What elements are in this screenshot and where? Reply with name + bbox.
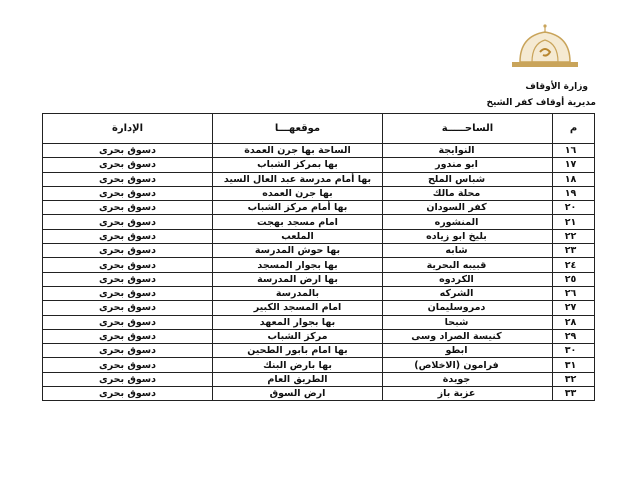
- table-row: [43, 387, 595, 401]
- table-row: [43, 358, 595, 372]
- directorate-title: مديرية أوقاف كفر الشيخ: [486, 98, 596, 108]
- table-row: [43, 286, 595, 300]
- square-location: بها بجوار المسجد: [213, 258, 383, 272]
- square-name: الكردوه: [383, 272, 553, 286]
- column-header-number: م: [553, 114, 595, 144]
- square-location: بها بجوار المعهد: [213, 315, 383, 329]
- row-number: ٢٥: [553, 272, 595, 286]
- administration: دسوق بحرى: [43, 387, 213, 401]
- awqaf-logo-icon: [502, 22, 588, 72]
- table-row: [43, 329, 595, 343]
- table-header-row: [43, 114, 595, 144]
- table-row: [43, 244, 595, 258]
- row-number: ٢٩: [553, 329, 595, 343]
- administration: دسوق بحرى: [43, 344, 213, 358]
- square-location: بها حوش المدرسة: [213, 244, 383, 258]
- administration: دسوق بحرى: [43, 186, 213, 200]
- square-location: امام المسجد الكبير: [213, 301, 383, 315]
- row-number: ٢٣: [553, 244, 595, 258]
- square-location: بها أمام مدرسة عبد العال السيد: [213, 172, 383, 186]
- row-number: ٣٣: [553, 387, 595, 401]
- administration: دسوق بحرى: [43, 272, 213, 286]
- row-number: ١٦: [553, 144, 595, 158]
- square-name: ابو مندور: [383, 158, 553, 172]
- square-location: بها جرن العمده: [213, 186, 383, 200]
- table-row: [43, 144, 595, 158]
- administration: دسوق بحرى: [43, 172, 213, 186]
- row-number: ٢٨: [553, 315, 595, 329]
- square-name: شباس الملح: [383, 172, 553, 186]
- administration: دسوق بحرى: [43, 258, 213, 272]
- square-location: الطريق العام: [213, 372, 383, 386]
- square-name: قبيبه البحرية: [383, 258, 553, 272]
- square-name: ابطو: [383, 344, 553, 358]
- row-number: ٢٧: [553, 301, 595, 315]
- table-row: [43, 186, 595, 200]
- table-row: [43, 158, 595, 172]
- column-header-location: موقعهـــا: [213, 114, 383, 144]
- square-location: بها ارض المدرسة: [213, 272, 383, 286]
- square-location: بها امام بابور الطحين: [213, 344, 383, 358]
- row-number: ٢٢: [553, 229, 595, 243]
- row-number: ١٩: [553, 186, 595, 200]
- administration: دسوق بحرى: [43, 229, 213, 243]
- administration: دسوق بحرى: [43, 315, 213, 329]
- table-row: [43, 201, 595, 215]
- row-number: ٣٢: [553, 372, 595, 386]
- table-row: [43, 372, 595, 386]
- squares-table: [42, 113, 595, 401]
- table-row: [43, 215, 595, 229]
- table-row: [43, 172, 595, 186]
- administration: دسوق بحرى: [43, 158, 213, 172]
- row-number: ٢٤: [553, 258, 595, 272]
- row-number: ٣١: [553, 358, 595, 372]
- square-name: كفر السودان: [383, 201, 553, 215]
- row-number: ٢٠: [553, 201, 595, 215]
- administration: دسوق بحرى: [43, 329, 213, 343]
- square-name: دمروسليمان: [383, 301, 553, 315]
- square-name: فرامون (الاخلاص): [383, 358, 553, 372]
- column-header-administration: الإدارة: [43, 114, 213, 144]
- administration: دسوق بحرى: [43, 144, 213, 158]
- square-location: بها بمركز الشباب: [213, 158, 383, 172]
- square-location: مركز الشباب: [213, 329, 383, 343]
- administration: دسوق بحرى: [43, 286, 213, 300]
- row-number: ٢٦: [553, 286, 595, 300]
- table-row: [43, 272, 595, 286]
- administration: دسوق بحرى: [43, 201, 213, 215]
- row-number: ١٨: [553, 172, 595, 186]
- administration: دسوق بحرى: [43, 301, 213, 315]
- square-name: محلة مالك: [383, 186, 553, 200]
- square-location: امام مسجد بهجت: [213, 215, 383, 229]
- table-row: [43, 258, 595, 272]
- square-name: الشركه: [383, 286, 553, 300]
- square-location: بها أمام مركز الشباب: [213, 201, 383, 215]
- square-location: الساحة بها جرن العمدة: [213, 144, 383, 158]
- ministry-title: وزارة الأوقاف: [525, 82, 588, 92]
- square-location: بالمدرسة: [213, 286, 383, 300]
- square-name: كنيسة الصراد وسى: [383, 329, 553, 343]
- table-row: [43, 301, 595, 315]
- administration: دسوق بحرى: [43, 372, 213, 386]
- square-name: بليخ ابو زياده: [383, 229, 553, 243]
- administration: دسوق بحرى: [43, 244, 213, 258]
- square-location: الملعب: [213, 229, 383, 243]
- square-name: جويدة: [383, 372, 553, 386]
- table-row: [43, 229, 595, 243]
- square-name: النوايجة: [383, 144, 553, 158]
- row-number: ١٧: [553, 158, 595, 172]
- row-number: ٢١: [553, 215, 595, 229]
- administration: دسوق بحرى: [43, 215, 213, 229]
- administration: دسوق بحرى: [43, 358, 213, 372]
- table-row: [43, 344, 595, 358]
- square-name: شابه: [383, 244, 553, 258]
- square-location: ارض السوق: [213, 387, 383, 401]
- column-header-square: الساحـــــة: [383, 114, 553, 144]
- table-row: [43, 315, 595, 329]
- square-name: عزبة باز: [383, 387, 553, 401]
- row-number: ٣٠: [553, 344, 595, 358]
- square-name: شبحا: [383, 315, 553, 329]
- square-name: المنشوره: [383, 215, 553, 229]
- square-location: بها بارض البنك: [213, 358, 383, 372]
